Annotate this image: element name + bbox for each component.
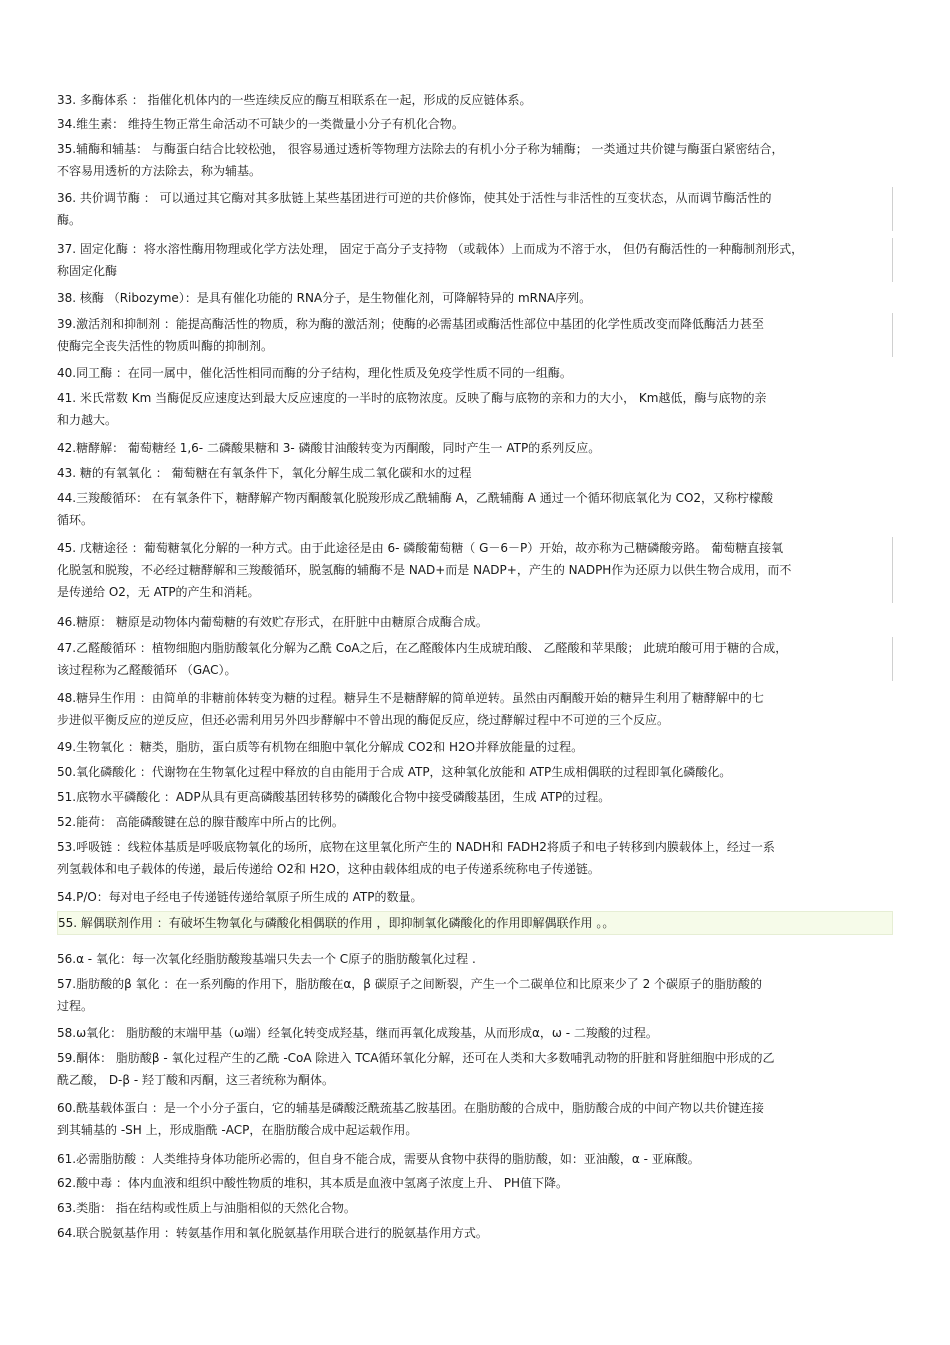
entry-62 (57, 1172, 893, 1194)
entry-38 (57, 287, 893, 309)
entry-45 (57, 537, 893, 603)
entry-line: 46.糖原： 糖原是动物体内葡萄糖的有效贮存形式，在肝脏中由糖原合成酶合成。 (57, 615, 488, 629)
entry-53 (57, 836, 893, 880)
entry-line: 59.酮体： 脂肪酸β - 氧化过程产生的乙酰 -CoA 除进入 TCA循环氧化分解，还可在人类和大多数哺乳动物的肝脏和肾脏细胞中形成的乙 (57, 1051, 775, 1065)
entry-36 (57, 187, 893, 231)
entry-line: 52.能荷： 高能磷酸键在总的腺苷酸库中所占的比例。 (57, 815, 344, 829)
entry-line: 60.酰基载体蛋白 ：是一个小分子蛋白，它的辅基是磷酸泛酰巯基乙胺基团。在脂肪酸的合成中，脂肪酸合成的中间产物以共价键连接 (57, 1101, 764, 1115)
entry-line: 称固定化酶 (57, 264, 118, 278)
entry-line: 43. 糖的有氧氧化 ： 葡萄糖在有氧条件下，氧化分解生成二氧化碳和水的过程 (57, 466, 472, 480)
entry-33 (57, 89, 893, 111)
entry-line: 53.呼吸链 ：线粒体基质是呼吸底物氧化的场所，底物在这里氧化所产生的 NADH和 FADH2将质子和电子转移到内膜载体上，经过一系 (57, 840, 775, 854)
entry-54 (57, 886, 893, 908)
entry-line: 57.脂肪酸的β 氧化 ：在一系列酶的作用下，脂肪酸在α，β 碳原子之间断裂，产生一个二碳单位和比原来少了 2 个碳原子的脂肪酸的 (57, 977, 763, 991)
entry-55 (57, 911, 893, 935)
entry-44 (57, 487, 893, 531)
entry-52 (57, 811, 893, 833)
entry-43 (57, 462, 893, 484)
entry-42 (57, 437, 893, 459)
entry-line: 62.酸中毒 ：体内血液和组织中酸性物质的堆积，其本质是血液中氢离子浓度上升、 PH值下降。 (57, 1176, 568, 1190)
entry-61 (57, 1148, 893, 1170)
entry-63 (57, 1197, 893, 1219)
entry-line: 48.糖异生作用 ：由简单的非糖前体转变为糖的过程。糖异生不是糖酵解的简单逆转。虽然由丙酮酸开始的糖异生利用了糖酵解中的七 (57, 691, 764, 705)
entry-60 (57, 1097, 893, 1141)
entry-line: 55. 解偶联剂作用 ：有破坏生物氧化与磷酸化相偶联的作用 ，即抑制氧化磷酸化的作用即解偶联作用 。。 (58, 916, 615, 930)
entry-35 (57, 138, 893, 182)
entry-line: 使酶完全丧失活性的物质叫酶的抑制剂。 (57, 339, 274, 353)
entry-line: 54.P/O：每对电子经电子传递链传递给氧原子所生成的 ATP的数量。 (57, 890, 423, 904)
entry-line: 63.类脂： 指在结构或性质上与油脂相似的天然化合物。 (57, 1201, 356, 1215)
entry-line: 61.必需脂肪酸 ：人类维持身体功能所必需的，但自身不能合成，需要从食物中获得的脂肪酸，如：亚油酸，α - 亚麻酸。 (57, 1152, 700, 1166)
entry-line: 循环。 (57, 513, 94, 527)
entry-line: 步进似平衡反应的逆反应，但还必需利用另外四步酵解中不曾出现的酶促反应，绕过酵解过程中不可逆的三个反应。 (57, 713, 670, 727)
entry-line: 35.辅酶和辅基： 与酶蛋白结合比较松弛， 很容易通过透析等物理方法除去的有机小分子称为辅酶； 一类通过共价键与酶蛋白紧密结合， (57, 142, 784, 156)
entry-line: 40.同工酶 ：在同一属中，催化活性相同而酶的分子结构，理化性质及免疫学性质不同的一组酶。 (57, 366, 572, 380)
entry-57 (57, 973, 893, 1017)
entry-line: 列氢载体和电子载体的传递，最后传递给 O2和 H2O，这种由载体组成的电子传递系统称电子传递链。 (57, 862, 600, 876)
entry-39 (57, 313, 893, 357)
entry-line: 64.联合脱氨基作用 ：转氨基作用和氧化脱氨基作用联合进行的脱氨基作用方式。 (57, 1226, 488, 1240)
entry-59 (57, 1047, 893, 1091)
entry-58 (57, 1022, 893, 1044)
entry-line: 是传递给 O2，无 ATP的产生和消耗。 (57, 585, 260, 599)
entry-line: 36. 共价调节酶 ： 可以通过其它酶对其多肽链上某些基团进行可逆的共价修饰，使其处于活性与非活性的互变状态，从而调节酶活性的 (57, 191, 772, 205)
entry-40 (57, 362, 893, 384)
entry-line: 34.维生素： 维持生物正常生命活动不可缺少的一类微量小分子有机化合物。 (57, 117, 464, 131)
entry-48 (57, 687, 893, 731)
entry-line: 到其辅基的 -SH 上，形成脂酰 -ACP，在脂肪酸合成中起运载作用。 (57, 1123, 418, 1137)
entry-line: 58.ω氧化： 脂肪酸的末端甲基（ω端）经氧化转变成羟基，继而再氧化成羧基，从而形成α，ω - 二羧酸的过程。 (57, 1026, 658, 1040)
entry-line: 37. 固定化酶 ：将水溶性酶用物理或化学方法处理， 固定于高分子支持物 （或载体）上而成为不溶于水， 但仍有酶活性的一种酶制剂形式， (57, 242, 804, 256)
entry-56 (57, 948, 893, 970)
entry-47 (57, 637, 893, 681)
entry-49 (57, 736, 893, 758)
entry-line: 47.乙醛酸循环 ：植物细胞内脂肪酸氧化分解为乙酰 CoA之后，在乙醛酸体内生成琥珀酸、 乙醛酸和苹果酸； 此琥珀酸可用于糖的合成， (57, 641, 788, 655)
entry-line: 38. 核酶 （Ribozyme）：是具有催化功能的 RNA分子，是生物催化剂，可降解特异的 mRNA序列。 (57, 291, 592, 305)
entry-line: 45. 戊糖途径 ：葡萄糖氧化分解的一种方式。由于此途径是由 6- 磷酸葡萄糖（ G－6－P）开始，故亦称为己糖磷酸旁路。 葡萄糖直接氧 (57, 541, 784, 555)
entry-line: 39.激活剂和抑制剂 ：能提高酶活性的物质，称为酶的激活剂；使酶的必需基团或酶活性部位中基团的化学性质改变而降低酶活力甚至 (57, 317, 764, 331)
entry-line: 49.生物氧化 ：糖类，脂肪，蛋白质等有机物在细胞中氧化分解成 CO2和 H2O并释放能量的过程。 (57, 740, 584, 754)
entry-50 (57, 761, 893, 783)
entry-line: 过程。 (57, 999, 94, 1013)
entry-64 (57, 1222, 893, 1244)
entry-line: 41. 米氏常数 Km 当酶促反应速度达到最大反应速度的一半时的底物浓度。反映了酶与底物的亲和力的大小， Km越低，酶与底物的亲 (57, 391, 767, 405)
entry-line: 33. 多酶体系 ： 指催化机体内的一些连续反应的酶互相联系在一起，形成的反应链体系。 (57, 93, 532, 107)
entry-line: 酶。 (57, 213, 82, 227)
entry-34 (57, 113, 893, 135)
entry-41 (57, 387, 893, 431)
entry-line: 42.糖酵解： 葡萄糖经 1,6- 二磷酸果糖和 3- 磷酸甘油酸转变为丙酮酸，同时产生一 ATP的系列反应。 (57, 441, 601, 455)
entry-line: 和力越大。 (57, 413, 118, 427)
entry-line: 酰乙酸， D-β - 羟丁酸和丙酮，这三者统称为酮体。 (57, 1073, 335, 1087)
entry-line: 44.三羧酸循环： 在有氧条件下，糖酵解产物丙酮酸氧化脱羧形成乙酰辅酶 A，乙酰辅酶 A 通过一个循环彻底氧化为 CO2，又称柠檬酸 (57, 491, 774, 505)
entry-46 (57, 611, 893, 633)
entry-line: 50.氧化磷酸化 ：代谢物在生物氧化过程中释放的自由能用于合成 ATP，这种氧化放能和 ATP生成相偶联的过程即氧化磷酸化。 (57, 765, 732, 779)
entry-37 (57, 238, 893, 282)
entry-51 (57, 786, 893, 808)
entry-line: 51.底物水平磷酸化 ：ADP从具有更高磷酸基团转移势的磷酸化合物中接受磷酸基团，生成 ATP的过程。 (57, 790, 611, 804)
entry-line: 该过程称为乙醛酸循环 （GAC）。 (57, 663, 237, 677)
entry-line: 不容易用透析的方法除去，称为辅基。 (57, 164, 262, 178)
entry-line: 化脱氢和脱羧，不必经过糖酵解和三羧酸循环，脱氢酶的辅酶不是 NAD+而是 NADP+，产生的 NADPH作为还原力以供生物合成用，而不 (57, 563, 792, 577)
entry-line: 56.α - 氧化：每一次氧化经脂肪酸羧基端只失去一个 C原子的脂肪酸氧化过程 . (57, 952, 476, 966)
